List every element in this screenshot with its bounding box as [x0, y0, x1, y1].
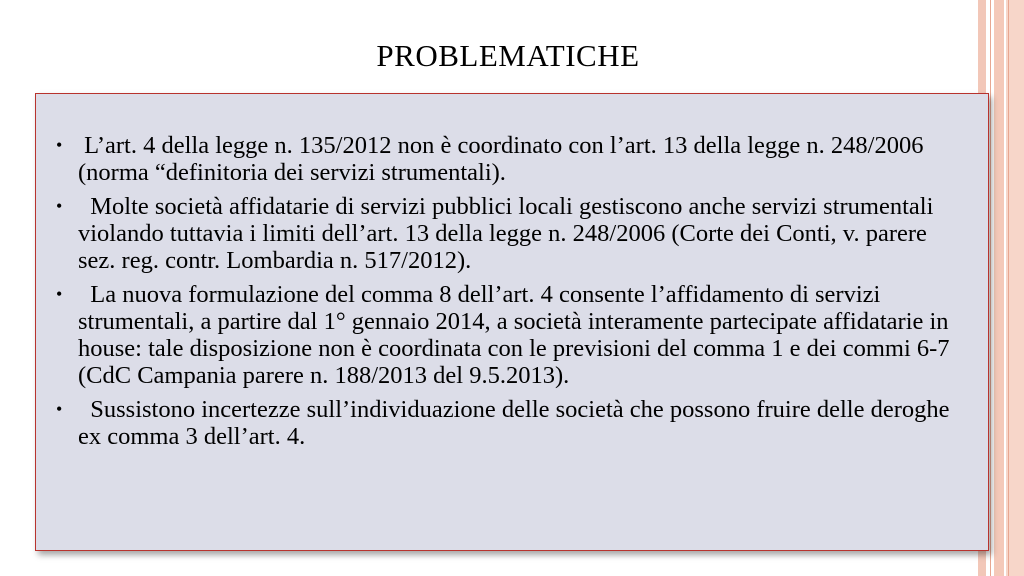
bullet-text: Molte società affidatarie di servizi pubblici locali gestiscono anche servizi strumentali violando tuttavia i limiti dell’art. 13 della legge n. 248/2006 (Corte dei Conti, v. parere sez. reg. contr. Lombardia n. 517/2012). — [78, 193, 940, 274]
bullet-item — [56, 193, 962, 274]
bullet-item — [56, 281, 962, 389]
bullet-list — [56, 132, 962, 450]
bullet-dot: • — [56, 284, 63, 304]
bullet-text: La nuova formulazione del comma 8 dell’art. 4 consente l’affidamento di servizi strumentali, a partire dal 1° gennaio 2014, a società interamente partecipate affidatarie in house: tale disposizione non è coordinata con le previsioni del comma 1 e dei commi 6-7 (CdC Campania parere n. 188/2013 del 9.5.2013). — [78, 281, 956, 389]
bullet-dot: • — [56, 135, 63, 155]
bullet-dot: • — [56, 196, 63, 216]
bullet-item — [56, 132, 962, 186]
slide-title: PROBLEMATICHE — [376, 38, 640, 73]
decorative-stripe — [1008, 0, 1009, 576]
bullet-text: Sussistono incertezze sull’individuazione delle società che possono fruire delle deroghe ex comma 3 dell’art. 4. — [78, 396, 956, 450]
bullet-text: L’art. 4 della legge n. 135/2012 non è coordinato con l’art. 13 della legge n. 248/2006 (norma “definitoria dei servizi strumentali). — [78, 132, 930, 186]
bullet-dot: • — [56, 399, 63, 419]
decorative-stripe — [994, 0, 1004, 576]
content-box — [35, 93, 989, 551]
bullet-item — [56, 396, 962, 450]
decorative-stripe — [990, 0, 991, 576]
